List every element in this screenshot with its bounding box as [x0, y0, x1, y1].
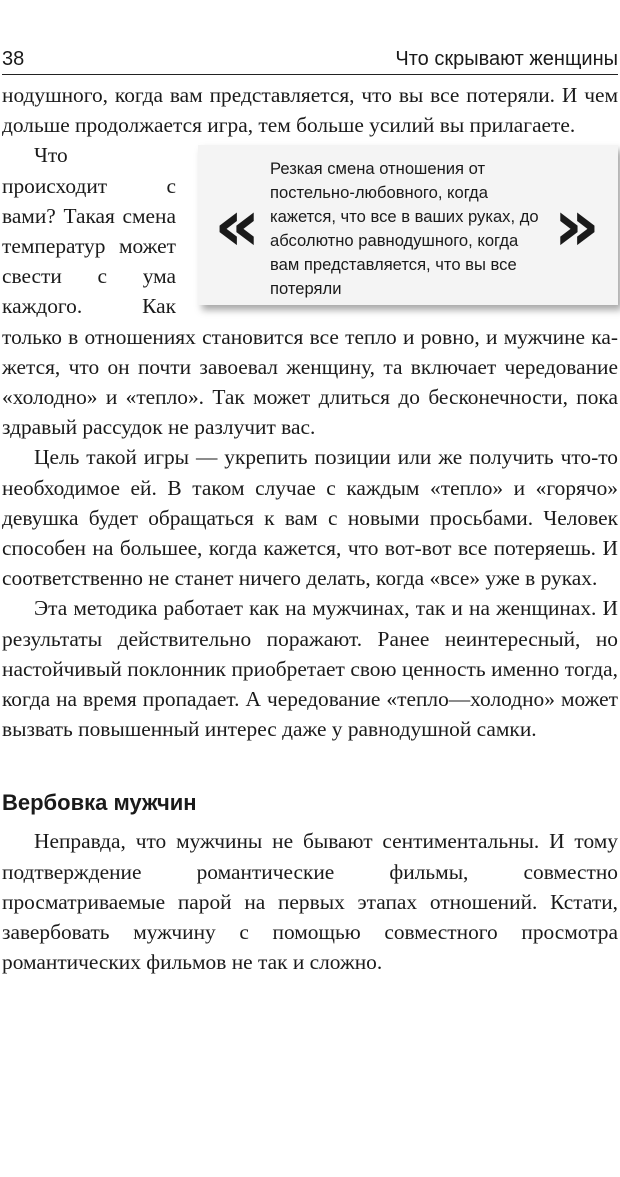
paragraph: Эта методика работает как на мужчинах, так и на женщинах. И результаты действительно поражают. Ранее неинтересный, но настойчивый поклонник приобретает свою ценность именно тогда, когда на время пропадает. А чередование «тепло—холодно» может вызвать повышенный интерес даже у равнодушной самки.	[2, 596, 618, 742]
page-number: 38	[2, 48, 25, 70]
paragraph: Цель такой игры — укрепить позиции или же получить что-то необходимое ей. В таком случае с каждым «тепло» и «горячо» девушка будет обращаться к вам с новыми просьбами. Человек способен на большее, когда кажется, что вот-вот все потеряешь. И соответственно не станет ничего делать, когда «все» уже в руках.	[2, 445, 618, 591]
close-quote-mark-icon: »	[553, 183, 600, 268]
open-quote-mark-icon: «	[214, 183, 261, 268]
pull-quote	[198, 145, 618, 305]
paragraph-continued: нодушного, когда вам представляется, что вы все потеряли. И чем дольше продолжается игра, тем больше усилий вы прилагаете.	[2, 83, 618, 138]
paragraph: Что происходит с вами? Такая смена температур может свести с ума каждого. Как только в отношениях становится все тепло и ровно, и мужчине кажется, что он почти завоевал женщину, та включает чередование «холодно» и «тепло». Так может длиться до бесконечности, пока здравый рассудок не разлучит вас.	[2, 143, 618, 440]
page-body	[2, 80, 618, 977]
paragraph: Неправда, что мужчины не бывают сентиментальны. И тому подтверждение романтические фильмы, совместно просматриваемые парой на первых этапах отношений. Кстати, завербовать мужчину с помощью совместного просмотра романтических фильмов не так и сложно.	[2, 829, 618, 975]
pull-quote-text: Резкая смена отношения от постельно-любовного, когда кажется, что все в ваших руках, до абсолютно равнодушного, когда вам представляется, что вы все потеряли	[270, 159, 539, 299]
running-title: Что скрывают женщины	[395, 48, 618, 70]
section-heading: Вербовка мужчин	[2, 790, 197, 816]
page-header	[2, 40, 618, 75]
